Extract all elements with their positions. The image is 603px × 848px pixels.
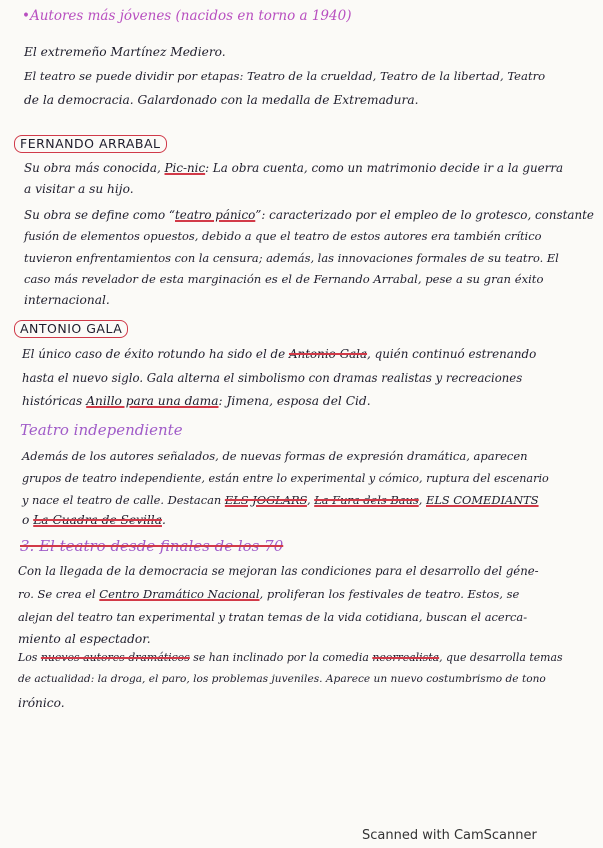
text-line: Además de los autores señalados, de nuevas formas de expresión dramática, aparecen <box>22 449 528 463</box>
text-line <box>22 512 603 528</box>
text-span: , quién continuó estrenando <box>367 347 537 361</box>
text-line: caso más revelador de esta marginación es el de Fernando Arrabal, pese a su gran éxito <box>24 272 544 286</box>
text-span: ”: caracterizado por el empleo de lo grotesco, constante <box>255 208 594 222</box>
text-span: Su obra se define como “ <box>24 208 175 222</box>
text-span: , proliferan los festivales de teatro. Estos, se <box>259 587 520 601</box>
boxed-heading: ANTONIO GALA <box>14 320 128 338</box>
underlined-title: Pic-nic <box>164 161 206 175</box>
heading-antonio-gala <box>14 320 603 338</box>
text-span: . <box>161 513 166 527</box>
section-title-younger-authors: •Autores más jóvenes (nacidos en torno a 1940) <box>22 8 352 24</box>
text-line: a visitar a su hijo. <box>24 182 134 196</box>
text-span: y nace el teatro de calle. Destacan <box>22 493 225 507</box>
text-line: miento al espectador. <box>18 632 151 646</box>
text-line: El extremeño Martínez Mediero. <box>24 45 226 59</box>
text-span: : La obra cuenta, como un matrimonio decide ir a la guerra <box>205 161 564 175</box>
crossed-term: nuevos autores dramáticos <box>40 651 190 664</box>
group-name: ELS COMEDIANTS <box>426 493 539 507</box>
text-line <box>18 586 603 602</box>
text-line: de la democracia. Galardonado con la medalla de Extremadura. <box>24 93 419 107</box>
text-span: o <box>22 513 34 527</box>
scanner-watermark: Scanned with CamScanner <box>362 828 537 843</box>
text-line <box>18 650 603 666</box>
text-line: tuvieron enfrentamientos con la censura; además, las innovaciones formales de su teatro. El <box>24 251 559 265</box>
text-line: fusión de elementos opuestos, debido a que el teatro de estos autores era también crítico <box>24 229 542 243</box>
heading-section-3: 3. El teatro desde finales de los 70 <box>20 537 284 555</box>
text-line: Con la llegada de la democracia se mejoran las condiciones para el desarrollo del géne- <box>18 564 539 578</box>
text-line <box>24 160 603 176</box>
text-line: internacional. <box>24 293 110 307</box>
text-span: se han inclinado por la comedia <box>189 651 373 664</box>
text-line <box>24 207 603 223</box>
text-span: ro. Se crea el <box>18 587 100 601</box>
text-span: , que desarrolla temas <box>439 651 563 664</box>
crossed-term: neorrealista <box>372 651 440 664</box>
text-span: , <box>418 493 426 507</box>
text-span: históricas <box>22 394 87 408</box>
text-line: grupos de teatro independiente, están entre lo experimental y cómico, ruptura del escenario <box>22 472 549 485</box>
text-line: de actualidad: la droga, el paro, los problemas juveniles. Aparece un nuevo costumbrismo de tono <box>18 673 546 685</box>
text-line: El teatro se puede dividir por etapas: Teatro de la crueldad, Teatro de la libertad, Teatro <box>24 69 546 83</box>
text-line <box>22 393 603 409</box>
heading-teatro-independiente: Teatro independiente <box>20 421 183 439</box>
underlined-title: Anillo para una dama <box>86 394 219 408</box>
text-span: : Jimena, esposa del Cid. <box>218 394 371 408</box>
underlined-term: teatro pánico <box>175 208 256 222</box>
text-span: Los <box>18 651 41 664</box>
group-name: La Cuadra de Sevilla <box>33 513 162 527</box>
text-line: alejan del teatro tan experimental y tratan temas de la vida cotidiana, buscan el acerca- <box>18 610 528 624</box>
group-name: ELS JOGLARS <box>224 493 307 507</box>
heading-fernando-arrabal <box>14 135 603 153</box>
text-span: El único caso de éxito rotundo ha sido el de <box>22 347 289 361</box>
text-line <box>22 346 603 362</box>
crossed-name: Antonio Gala <box>288 347 368 361</box>
text-line: irónico. <box>18 696 65 710</box>
boxed-heading: FERNANDO ARRABAL <box>14 135 167 153</box>
text-line <box>22 492 603 508</box>
group-name: La Fura dels Baus <box>314 493 419 507</box>
text-span: , <box>306 493 315 507</box>
text-line: hasta el nuevo siglo. Gala alterna el simbolismo con dramas realistas y recreaciones <box>22 371 523 385</box>
text-span: Su obra más conocida, <box>24 161 165 175</box>
underlined-institution: Centro Dramático Nacional <box>99 587 260 601</box>
